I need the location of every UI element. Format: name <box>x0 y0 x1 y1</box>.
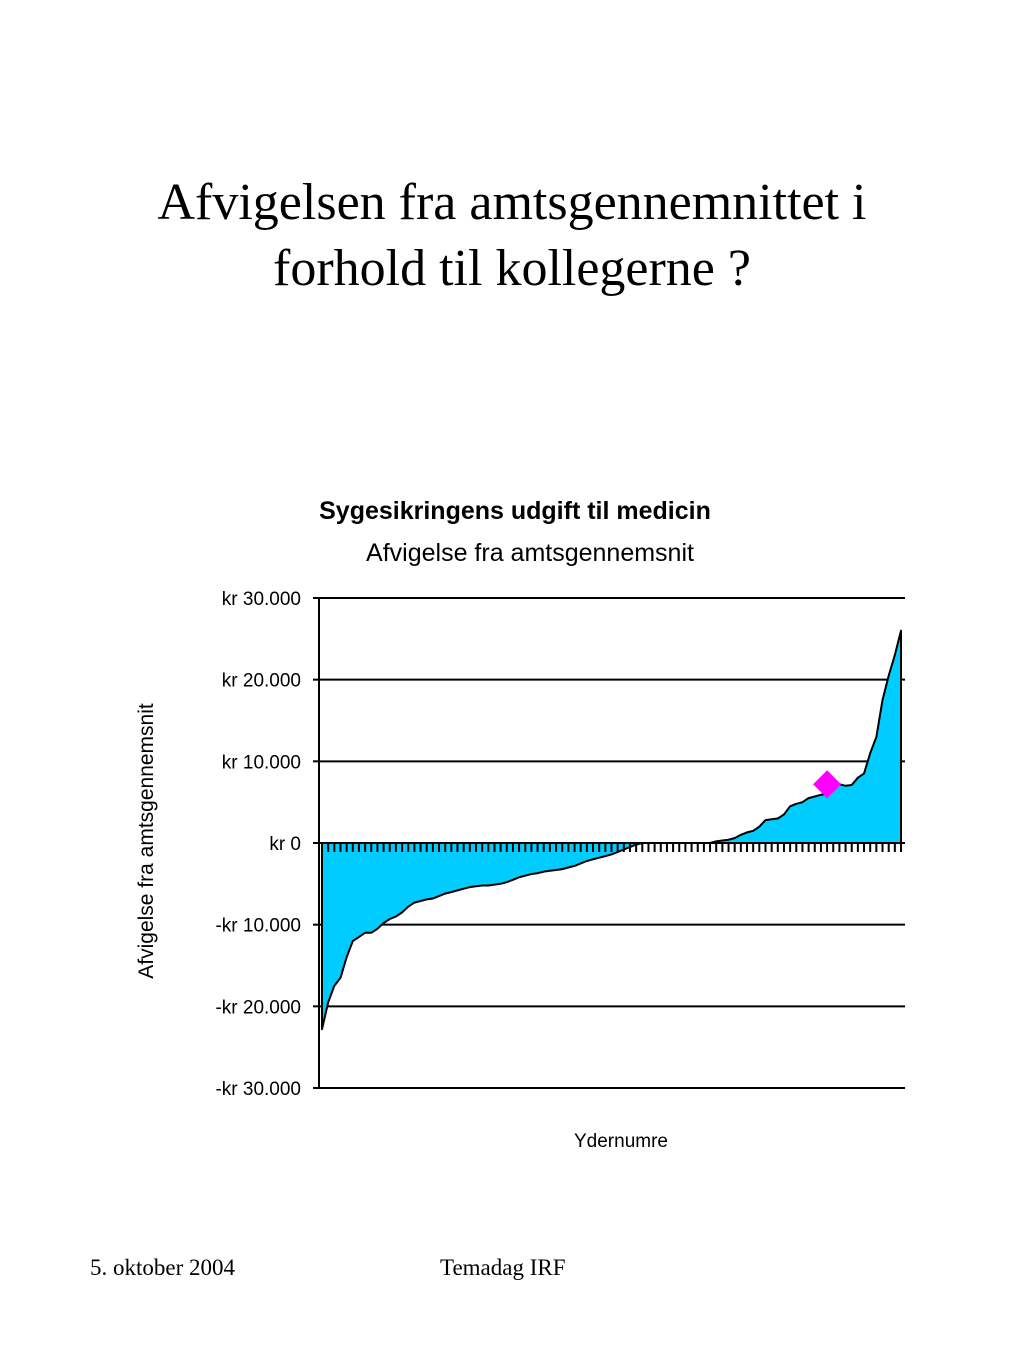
chart-subtitle: Afvigelse fra amtsgennemsnit <box>366 539 694 567</box>
x-ticks <box>322 843 901 852</box>
y-tick-label-0: kr 30.000 <box>221 589 301 610</box>
y-tick-label-1: kr 20.000 <box>221 670 301 692</box>
data-area <box>322 631 901 1029</box>
y-tick-label-4: -kr 10.000 <box>215 915 301 937</box>
area-series <box>322 631 901 1029</box>
y-tick-labels <box>215 589 301 1100</box>
y-tick-label-6: -kr 30.000 <box>215 1079 301 1100</box>
y-tick-label-5: -kr 20.000 <box>215 997 301 1019</box>
footer-event: Temadag IRF <box>440 1255 566 1280</box>
y-tick-label-3: kr 0 <box>269 834 301 855</box>
footer-date: 5. oktober 2004 <box>90 1255 236 1280</box>
y-axis-label: Afvigelse fra amtsgennemsnit <box>135 703 158 979</box>
slide-title-line2: forhold til kollegerne ? <box>273 240 751 297</box>
y-tick-label-2: kr 10.000 <box>221 752 301 774</box>
chart-title: Sygesikringens udgift til medicin <box>319 497 711 525</box>
slide-title-line1: Afvigelsen fra amtsgennemnittet i <box>157 174 867 231</box>
x-axis-label: Ydernumre <box>574 1131 668 1152</box>
